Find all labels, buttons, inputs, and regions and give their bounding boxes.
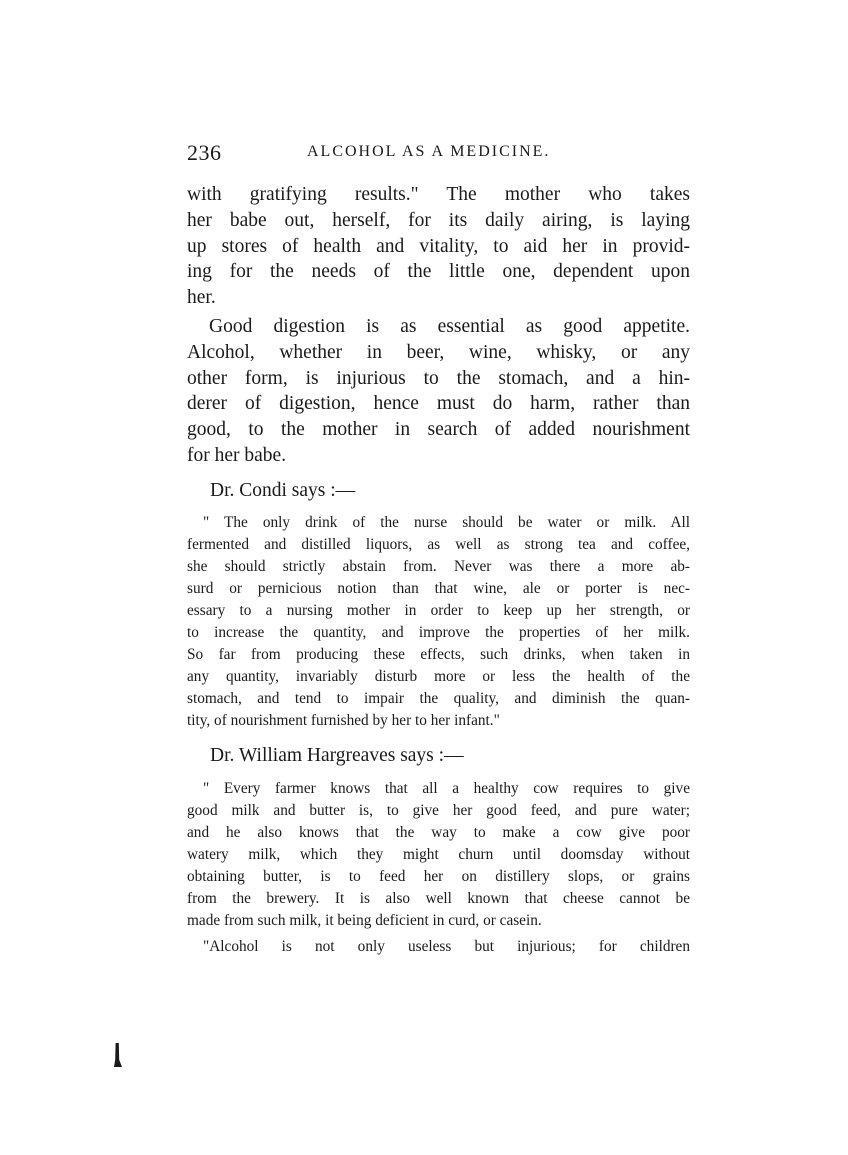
page-number: 236 [187, 140, 222, 165]
quote-line: So far from producing these effects, such drinks, when taken in [187, 646, 690, 663]
quote-line: tity, of nourishment furnished by her to her infant." [187, 712, 500, 729]
quote-line: to increase the quantity, and improve the properties of her milk. [187, 624, 690, 641]
text-line: for her babe. [187, 444, 287, 466]
text-line: with gratifying results." The mother who takes [187, 184, 690, 205]
text-line: derer of digestion, hence must do harm, rather than [187, 393, 690, 415]
quote-hargreaves [187, 778, 690, 932]
quote-line: surd or pernicious notion than that wine, ale or porter is nec- [187, 580, 690, 597]
quote-line: obtaining butter, is to feed her on distillery slops, or grains [187, 868, 690, 885]
text-line: ing for the needs of the little one, dependent upon [187, 261, 690, 283]
attribution-condi: Dr. Condi says :— [210, 480, 356, 501]
quote-line: watery milk, which they might churn until doomsday without [187, 846, 690, 863]
quote-condi [187, 512, 690, 732]
quote-line: fermented and distilled liquors, as well as strong tea and coffee, [187, 536, 690, 553]
text-line: other form, is injurious to the stomach, and a hin- [187, 367, 690, 389]
scan-mark [114, 1043, 122, 1067]
quote-alcohol-children [187, 936, 690, 958]
text-line: good, to the mother in search of added nourishment [187, 419, 690, 441]
quote-line: any quantity, invariably disturb more or less the health of the [187, 668, 690, 685]
attribution-hargreaves: Dr. William Hargreaves says :— [210, 745, 464, 766]
quote-line: " Every farmer knows that all a healthy cow requires to give [203, 780, 690, 797]
quote-line: stomach, and tend to impair the quality, and diminish the quan- [187, 690, 690, 707]
paragraph-continued [187, 182, 690, 311]
running-head: ALCOHOL AS A MEDICINE. [307, 143, 551, 160]
quote-line: from the brewery. It is also well known that cheese cannot be [187, 890, 690, 907]
text-line: Good digestion is as essential as good appetite. [209, 316, 690, 337]
text-line: her babe out, herself, for its daily airing, is laying [187, 209, 690, 231]
text-line: her. [187, 287, 216, 309]
quote-line: " The only drink of the nurse should be water or milk. All [203, 514, 690, 531]
text-line: up stores of health and vitality, to aid her in provid- [187, 235, 690, 257]
quote-line: made from such milk, it being deficient in curd, or casein. [187, 912, 542, 929]
page-header [187, 140, 687, 168]
paragraph-digestion [187, 314, 690, 469]
quote-line: "Alcohol is not only useless but injurious; for children [203, 938, 690, 955]
quote-line: good milk and butter is, to give her good feed, and pure water; [187, 802, 690, 819]
text-line: Alcohol, whether in beer, wine, whisky, or any [187, 341, 690, 363]
quote-line: and he also knows that the way to make a cow give poor [187, 824, 690, 841]
quote-line: she should strictly abstain from. Never was there a more ab- [187, 558, 690, 575]
quote-line: essary to a nursing mother in order to keep up her strength, or [187, 602, 690, 619]
